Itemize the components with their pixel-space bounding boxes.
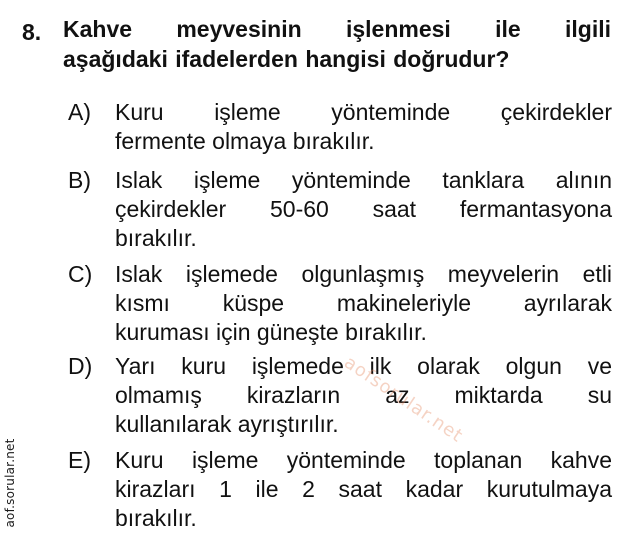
option-b[interactable] [68,166,612,253]
option-a[interactable] [68,98,612,156]
option-text-line: kısmı küspe makineleriyle ayrılarak [115,290,612,316]
option-text-line: çekirdekler 50-60 saat fermantasyona [115,196,612,222]
option-text-line: Yarı kuru işlemede ilk olarak olgun ve [115,353,612,379]
diagonal-watermark: aofsorular.net [340,352,467,447]
option-e[interactable] [68,446,612,533]
option-text-line: Islak işlemede olgunlaşmış meyvelerin etli [115,261,612,287]
option-text-line: Kuru işleme yönteminde toplanan kahve [115,447,612,473]
side-watermark: aof.sorular.net [3,438,17,528]
option-c[interactable] [68,260,612,347]
option-text-line: Kuru işleme yönteminde çekirdekler [115,99,612,125]
option-text-line: olmamış kirazların az miktarda su [115,382,612,408]
option-text-line: bırakılır. [115,505,197,531]
option-text-line: kirazları 1 ile 2 saat kadar kurutulmaya [115,476,612,502]
option-letter: C) [68,261,93,287]
question-stem-line: Kahve meyvesinin işlenmesi ile ilgili [63,16,611,42]
option-text-line: kullanılarak ayrıştırılır. [115,411,339,437]
option-text [115,98,612,156]
option-letter: D) [68,353,93,379]
option-d[interactable] [68,352,612,439]
option-text [115,166,612,253]
option-text-line: Islak işleme yönteminde tanklara alının [115,167,612,193]
option-text [115,260,612,347]
option-text [115,446,612,533]
question-stem-line: aşağıdaki ifadelerden hangisi doğrudur? [63,46,510,72]
option-text-line: fermente olmaya bırakılır. [115,128,375,154]
option-letter: E) [68,447,91,473]
option-text-line: bırakılır. [115,225,197,251]
option-letter: B) [68,167,91,193]
option-letter: A) [68,99,91,125]
question-stem [63,14,611,74]
option-text-line: kuruması için güneşte bırakılır. [115,319,427,345]
question-number: 8. [22,19,42,45]
